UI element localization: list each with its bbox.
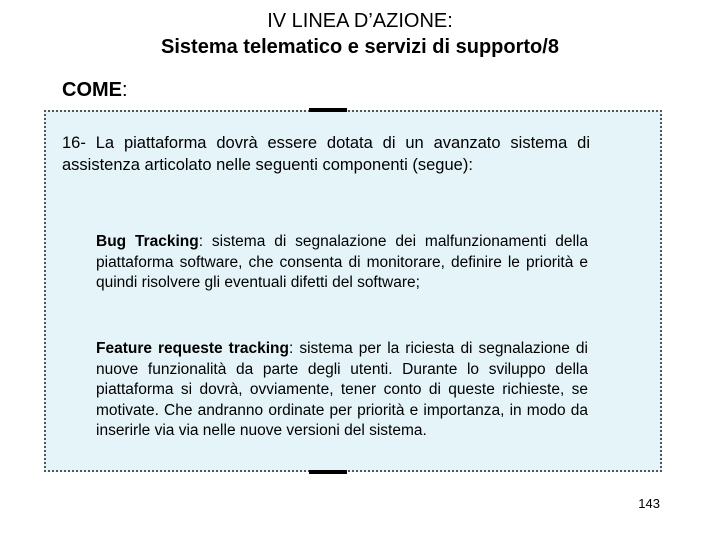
bug-tracking-paragraph — [96, 232, 588, 294]
intro-paragraph: 16- La piattaforma dovrà essere dotata di un avanzato sistema di assistenza articolato nelle seguenti componenti (segue): — [62, 134, 590, 174]
feature-tracking-paragraph — [96, 339, 588, 442]
bug-tracking-text: : sistema di segnalazione dei malfunzionamenti della piattaforma software, che consenta di monitorare, definire le priorità e quindi risolvere gli eventuali difetti del software; — [96, 233, 588, 291]
title-line-2: Sistema telematico e servizi di supporto/8 — [161, 36, 559, 58]
title-line-1: IV LINEA D’AZIONE: — [267, 10, 453, 32]
slide-title — [0, 8, 720, 60]
feature-tracking-term: Feature requeste tracking — [96, 340, 289, 357]
bug-tracking-term: Bug Tracking — [96, 233, 199, 250]
section-label: COME — [62, 79, 122, 101]
page-number: 143 — [638, 496, 660, 511]
box-top-handle — [309, 108, 347, 112]
section-heading — [62, 78, 128, 102]
section-colon: : — [122, 79, 128, 101]
box-bottom-handle — [309, 470, 347, 474]
feature-tracking-text: : sistema per la riciesta di segnalazione di nuove funzionalità da parte degli utenti. Durante lo sviluppo della piattaforma si dovrà, ovviamente, tener conto di queste richieste, se motivate. Che andranno ordinate per priorità e importanza, in modo da inserirle via via nelle nuove versioni del sistema. — [96, 340, 588, 439]
